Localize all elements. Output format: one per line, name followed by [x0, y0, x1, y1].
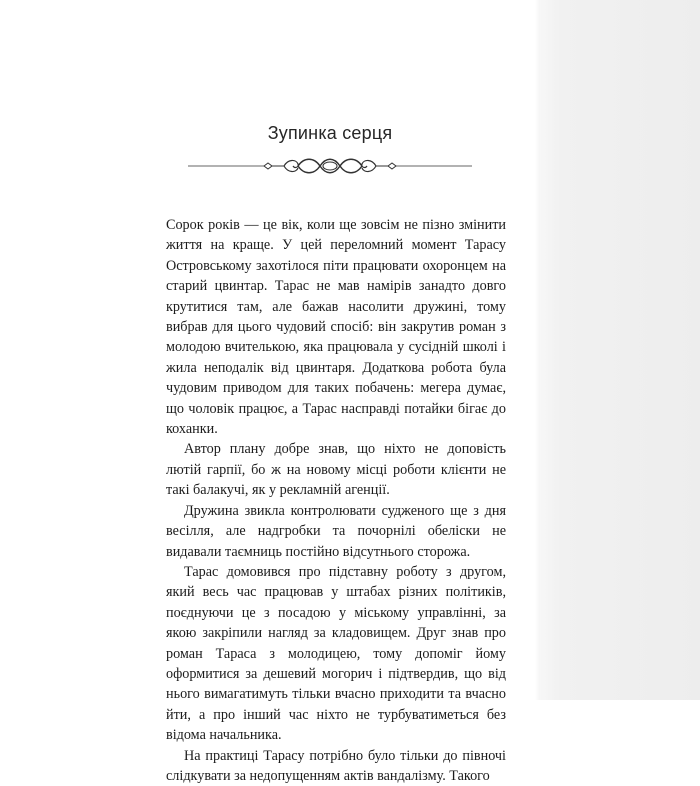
paragraph: Автор плану добре знав, що ніхто не доповість лютій гарпії, бо ж на новому місці роботи клієнти не такі балакучі, як у рекламній агенції.	[166, 441, 506, 499]
body-text	[166, 215, 506, 786]
paragraph: Дружина звикла контролювати судженого ще з дня весілля, але надгробки та почорнілі обеліски не видавали таємниць постійно відсутнього сторожа.	[166, 502, 506, 560]
paragraph: Сорок років — це вік, коли ще зовсім не пізно змінити життя на краще. У цей переломний момент Тарасу Островському захотілося піти працювати охоронцем на старий цвинтар. Тарас не мав намірів занадто довго крутитися там, але бажав насолити дружині, тому вибрав для цього чудовий спосіб: він закрутив роман з молодою вчителькою, яка працювала у сусідній школі і жила неподалік від цвинтаря. Додаткова робота була чудовим приводом для таких побачень: мегера думає, що чоловік працює, а Тарас насправді потайки бігає до коханки.	[166, 217, 506, 438]
chapter-title: Зупинка серця	[267, 123, 393, 143]
page-margin-shadow	[540, 0, 700, 700]
decorative-divider-icon	[188, 155, 472, 177]
paragraph: На практиці Тарасу потрібно було тільки до півночі слідкувати за недопущенням актів вандалізму. Такого	[166, 747, 506, 784]
paragraph: Тарас домовився про підставну роботу з другом, який весь час працював у штабах різних політиків, поєднуючи це з посадою у міському управлінні, за якою закріпили нагляд за кладовищем. Друг знав про роман Тараса з молодицею, тому допоміг йому оформитися за дешевий могорич і підтвердив, що від нього вимагатимуть тільки вчасно приходити та вчасно йти, а про інший час ніхто не турбуватиметься без відома начальника.	[166, 563, 506, 744]
